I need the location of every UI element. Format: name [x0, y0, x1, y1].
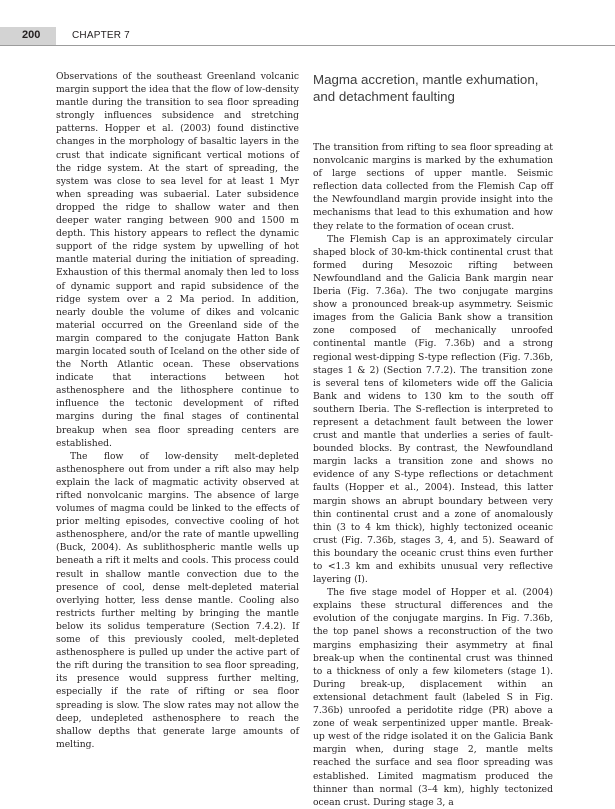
right-column — [313, 71, 553, 809]
body-paragraph: The Flemish Cap is an approximately circular shaped block of 30-km-thick continental crust that formed during Mesozoic rifting between Newfoundland and the Galicia Bank margin near Iberia (Fig. 7.36a). The two conjugate margins show a pronounced break-up asymmetry. Seismic images from the Galicia Bank show a transition zone composed of mechanically unroofed continental mantle (Fig. 7.36b) and a strong regional west-dipping S-type reflection (Fig. 7.36b, stages 1 & 2) (Section 7.7.2). The transition zone is several tens of kilometers wide off the Galicia Bank and widens to 130 km to the south off southern Iberia. The S-reflection is interpreted to represent a detachment fault between the lower crust and mantle that underlies a series of fault-bounded blocks. By contrast, the Newfoundland margin lacks a transition zone and shows no evidence of any S-type reflections or detachment faults (Hopper et al., 2004). Instead, this latter margin shows an abrupt boundary between very thin continental crust and a zone of anomalously thin (3 to 4 km thick), highly tectonized oceanic crust (Fig. 7.36b, stages 3, 4, and 5). Seaward of this boundary the oceanic crust thins even further to <1.3 km and exhibits unusual very reflective layering (I). — [313, 233, 553, 586]
body-paragraph: Observations of the southeast Greenland volcanic margin support the idea that the flow of low-density mantle during the transition to sea floor spreading strongly influences subsidence and stretching patterns. Hopper et al. (2003) found distinctive changes in the morphology of basaltic layers in the crust that indicate significant vertical motions of the ridge system. At the start of spreading, the system was close to sea level for at least 1 Myr when spreading was subaerial. Later subsidence dropped the ridge to shallow water and then deeper water ranging between 900 and 1500 m depth. This history appears to reflect the dynamic support of the ridge system by upwelling of hot mantle material during the initiation of spreading. Exhaustion of this thermal anomaly then led to loss of dynamic support and rapid subsidence of the ridge system over a 2 Ma period. In addition, nearly double the volume of dikes and volcanic material occurred on the Greenland side of the margin compared to the conjugate Hatton Bank margin located south of Iceland on the other side of the North Atlantic ocean. These observations indicate that interactions between hot asthenosphere and the lithosphere continue to influence the tectonic development of rifted margins during the final stages of continental breakup when sea floor spreading centers are established. — [56, 71, 299, 449]
left-column — [56, 70, 299, 751]
body-paragraph: The five stage model of Hopper et al. (2004) explains these structural differences and the evolution of the conjugate margins. In Fig. 7.36b, the top panel shows a reconstruction of the two margins emphasizing their asymmetry at final break-up when the continental crust was thinned to a thickness of only a few kilometers (stage 1). During break-up, displacement within an extensional detachment fault (labeled S in Fig. 7.36b) unroofed a peridotite ridge (PR) above a zone of weak serpentinized upper mantle. Break-up west of the ridge isolated it on the Galicia Bank margin when, during stage 2, mantle melts reached the surface and sea floor spreading was established. Limited magmatism produced the thinner than normal (3–4 km), highly tectonized ocean crust. During stage 3, a — [313, 587, 553, 808]
page-number: 200 — [22, 29, 41, 41]
section-heading: Magma accretion, mantle exhumation, and detachment faulting — [313, 72, 539, 104]
body-paragraph: The transition from rifting to sea floor spreading at nonvolcanic margins is marked by the exhumation of large sections of upper mantle. Seismic reflection data collected from the Flemish Cap off the Newfoundland margin provide insight into the mechanisms that lead to this exhumation and how they relate to the formation of ocean crust. — [313, 142, 553, 232]
chapter-label: CHAPTER 7 — [72, 29, 130, 41]
body-paragraph: The flow of low-density melt-depleted asthenosphere out from under a rift also may help explain the lack of magmatic activity observed at rifted nonvolcanic margins. The absence of large volumes of magma could be linked to the effects of prior melting episodes, convective cooling of hot asthenosphere, and/or the rate of mantle upwelling (Buck, 2004). As sublithospheric mantle wells up beneath a rift it melts and cools. This process could result in shallow mantle convection due to the presence of cool, dense melt-depleted material overlying hotter, less dense mantle. Cooling also restricts further melting by bringing the mantle below its solidus temperature (Section 7.4.2). If some of this previously cooled, melt-depleted asthenosphere is pulled up under the active part of the rift during the transition to sea floor spreading, its presence would suppress further melting, especially if the rate of rifting or sea floor spreading is slow. The slow rates may not allow the deep, undepleted asthenosphere to reach the shallow depths that generate large amounts of melting. — [56, 450, 299, 750]
